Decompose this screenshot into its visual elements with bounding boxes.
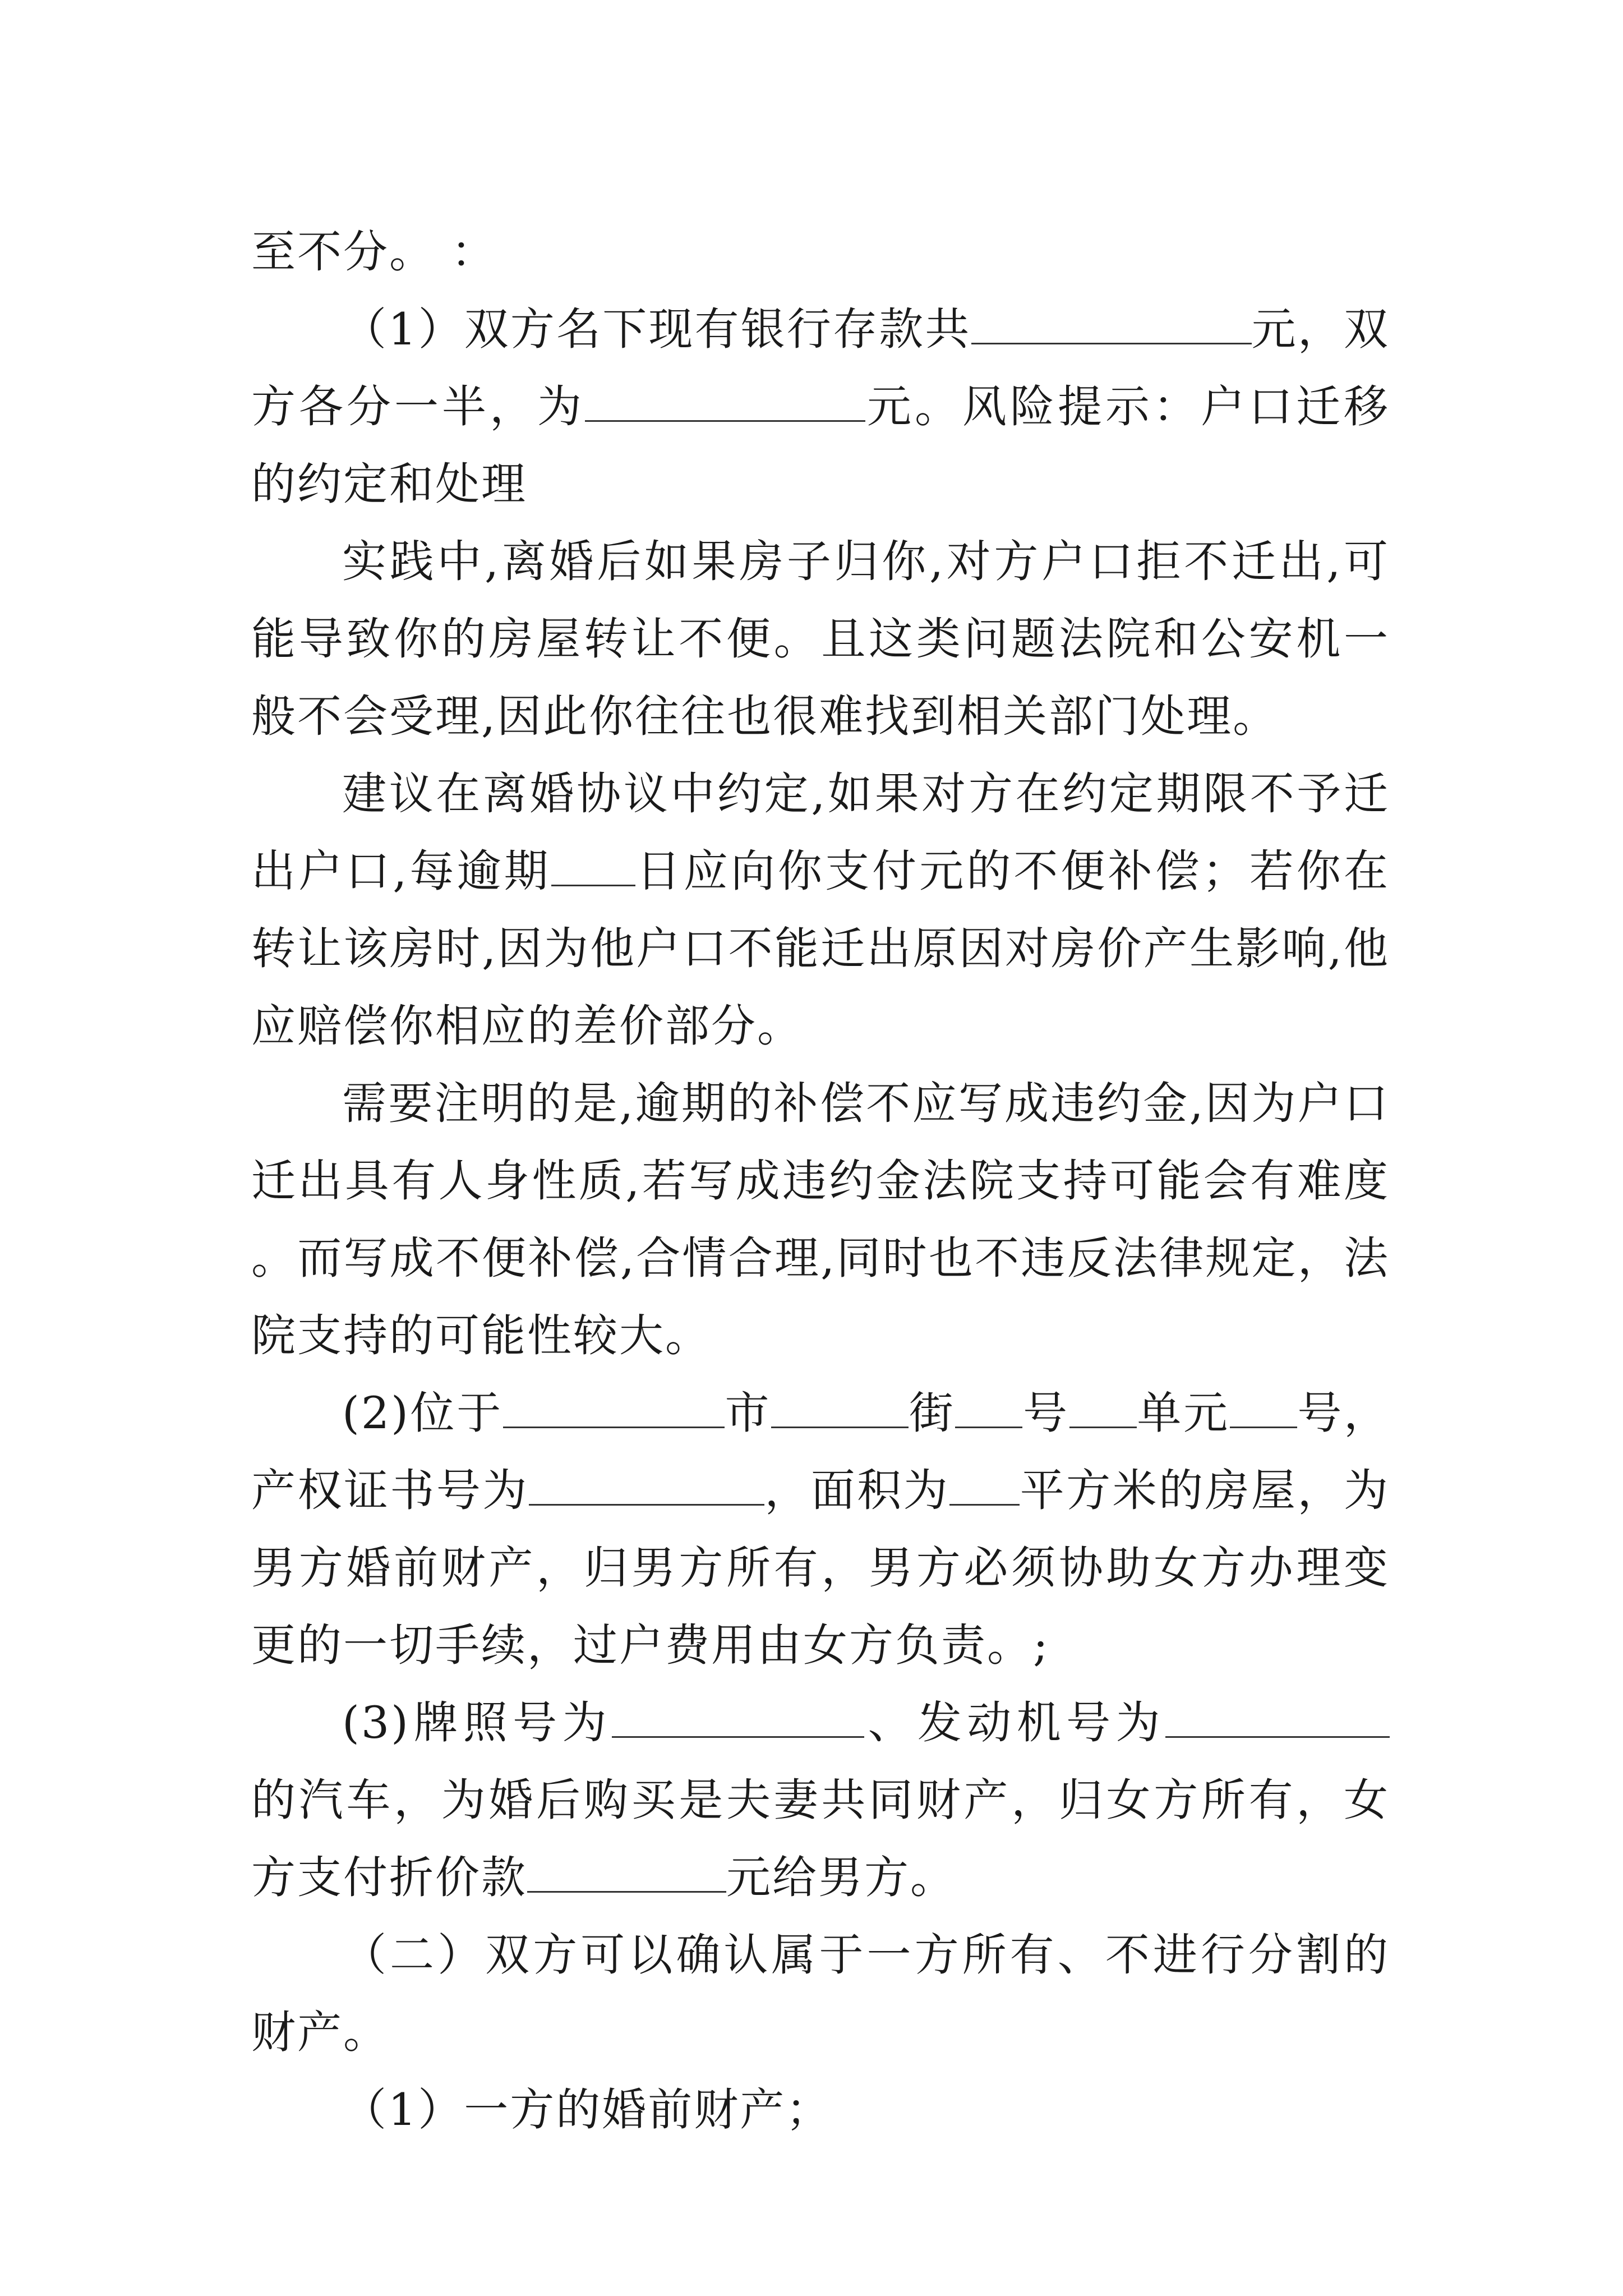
text-segment: 、发动机号为 <box>864 1697 1166 1749</box>
text-segment: 日应向你支付元的不便补偿；若你在转让该房时,因为他户口不能迁出原因对房价产生影响,他应赔偿你相应的差价部分。 <box>251 845 1390 1052</box>
fill-blank <box>503 1392 725 1428</box>
fill-blank <box>551 850 635 886</box>
text-segment: 需要注明的是,逾期的补偿不应写成违约金,因为户口迁出具有人身性质,若写成违约金法院支持可能会有难度。而写成不便补偿,合情合理,同时也不违反法律规定，法院支持的可能性较大。 <box>251 1078 1390 1361</box>
paragraph-8 <box>251 1916 1390 2071</box>
paragraph-7 <box>251 1684 1390 1916</box>
text-segment: （1）一方的婚前财产； <box>342 2084 832 2136</box>
fill-blank <box>949 1469 1020 1506</box>
fill-blank <box>527 1856 726 1893</box>
text-segment: ，面积为 <box>764 1465 950 1516</box>
text-segment: (2)位于 <box>342 1387 503 1439</box>
text-segment: 至不分。 ： <box>251 226 497 278</box>
text-segment: 街 <box>909 1387 956 1439</box>
text-segment: 号 <box>1022 1387 1069 1439</box>
document-body <box>251 213 1390 2148</box>
text-segment: 平方米的房屋，为男方婚前财产，归男方所有，男方必须协助女方办理变更的一切手续，过户费用由女方负责。; <box>251 1465 1390 1671</box>
text-segment: (3)牌照号为 <box>342 1697 612 1749</box>
paragraph-9 <box>251 2071 1390 2148</box>
fill-blank <box>1165 1701 1390 1738</box>
text-segment: （1）双方名下现有银行存款共 <box>342 303 971 355</box>
text-segment: 单元 <box>1136 1387 1230 1439</box>
fill-blank <box>585 385 865 422</box>
paragraph-6 <box>251 1374 1390 1684</box>
fill-blank <box>771 1392 909 1428</box>
text-segment: 元，双方各分一半，为 <box>251 303 1390 432</box>
paragraph-3 <box>251 523 1390 755</box>
paragraph-2 <box>251 291 1390 523</box>
fill-blank <box>971 308 1252 344</box>
text-segment: 市 <box>724 1387 772 1439</box>
paragraph-1 <box>251 213 1390 291</box>
text-segment: 实践中,离婚后如果房子归你,对方户口拒不迁出,可能导致你的房屋转让不便。且这类问题法院和公安机一般不会受理,因此你往往也很难找到相关部门处理。 <box>251 536 1390 742</box>
fill-blank <box>1230 1392 1297 1428</box>
text-segment: 元。风险提示：户口迁移的约定和处理 <box>251 381 1390 510</box>
text-segment: 建议在离婚协议中约定,如果对方在约定期限不予迁出户口,每逾期 <box>251 768 1390 897</box>
fill-blank <box>529 1469 764 1506</box>
text-segment: 号，产权证书号为 <box>251 1387 1390 1516</box>
paragraph-4 <box>251 755 1390 1065</box>
fill-blank <box>612 1701 864 1738</box>
fill-blank <box>1069 1392 1137 1428</box>
text-segment: 的汽车，为婚后购买是夫妻共同财产，归女方所有，女方支付折价款 <box>251 1774 1390 1903</box>
fill-blank <box>955 1392 1022 1428</box>
text-segment: 元给男方。 <box>726 1852 956 1903</box>
paragraph-5 <box>251 1065 1390 1374</box>
text-segment: （二）双方可以确认属于一方所有、不进行分割的财产。 <box>251 1929 1390 2058</box>
